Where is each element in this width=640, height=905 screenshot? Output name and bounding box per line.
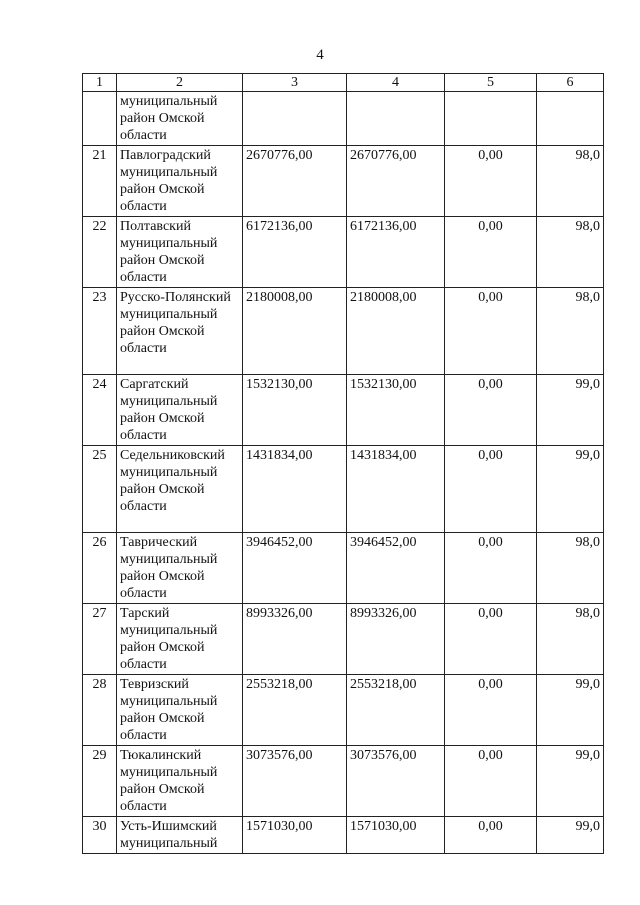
row-number: 28 <box>83 675 117 746</box>
table-header-row <box>83 74 604 92</box>
district-name: Саргатский муниципальный район Омской области <box>117 375 243 446</box>
value-col5: 0,00 <box>445 446 537 533</box>
value-col3: 3073576,00 <box>243 746 347 817</box>
value-col4: 1532130,00 <box>347 375 445 446</box>
column-header: 4 <box>347 74 445 92</box>
value-col3: 2553218,00 <box>243 675 347 746</box>
value-col3: 1571030,00 <box>243 817 347 854</box>
value-col4: 3073576,00 <box>347 746 445 817</box>
district-name: Усть-Ишимский муниципальный <box>117 817 243 854</box>
value-col4: 1571030,00 <box>347 817 445 854</box>
value-col6: 98,0 <box>537 604 604 675</box>
district-name: Павлоградский муниципальный район Омской области <box>117 146 243 217</box>
row-number: 22 <box>83 217 117 288</box>
value-col4: 1431834,00 <box>347 446 445 533</box>
value-col3: 2670776,00 <box>243 146 347 217</box>
column-header: 1 <box>83 74 117 92</box>
district-name: Тюкалинский муниципальный район Омской области <box>117 746 243 817</box>
row-number: 24 <box>83 375 117 446</box>
value-col5: 0,00 <box>445 375 537 446</box>
value-col4: 2180008,00 <box>347 288 445 375</box>
value-col4: 6172136,00 <box>347 217 445 288</box>
value-col5: 0,00 <box>445 288 537 375</box>
value-col5 <box>445 92 537 146</box>
table-row <box>83 533 604 604</box>
row-number: 26 <box>83 533 117 604</box>
value-col6: 98,0 <box>537 217 604 288</box>
page-number: 4 <box>316 47 324 63</box>
table-row <box>83 288 604 375</box>
column-header: 3 <box>243 74 347 92</box>
district-name: Таврический муниципальный район Омской области <box>117 533 243 604</box>
value-col5: 0,00 <box>445 217 537 288</box>
value-col3: 3946452,00 <box>243 533 347 604</box>
table-row <box>83 375 604 446</box>
value-col5: 0,00 <box>445 746 537 817</box>
table-row <box>83 675 604 746</box>
district-name: муниципальный район Омской области <box>117 92 243 146</box>
value-col4 <box>347 92 445 146</box>
row-number: 23 <box>83 288 117 375</box>
value-col5: 0,00 <box>445 604 537 675</box>
row-number: 27 <box>83 604 117 675</box>
table-row <box>83 446 604 533</box>
value-col3: 1431834,00 <box>243 446 347 533</box>
table-row <box>83 217 604 288</box>
value-col3: 8993326,00 <box>243 604 347 675</box>
table-row <box>83 817 604 854</box>
value-col4: 2670776,00 <box>347 146 445 217</box>
district-name: Седельниковский муниципальный район Омской области <box>117 446 243 533</box>
value-col4: 2553218,00 <box>347 675 445 746</box>
value-col5: 0,00 <box>445 146 537 217</box>
table-row <box>83 746 604 817</box>
value-col6: 98,0 <box>537 288 604 375</box>
value-col6: 99,0 <box>537 375 604 446</box>
value-col3 <box>243 92 347 146</box>
value-col6: 99,0 <box>537 817 604 854</box>
district-name: Русско-Полянский муниципальный район Омской области <box>117 288 243 375</box>
row-number: 30 <box>83 817 117 854</box>
column-header: 2 <box>117 74 243 92</box>
district-name: Тарский муниципальный район Омской области <box>117 604 243 675</box>
value-col6: 99,0 <box>537 746 604 817</box>
data-table <box>82 73 604 854</box>
value-col6 <box>537 92 604 146</box>
row-number <box>83 92 117 146</box>
value-col3: 6172136,00 <box>243 217 347 288</box>
value-col6: 99,0 <box>537 446 604 533</box>
value-col6: 98,0 <box>537 533 604 604</box>
row-number: 29 <box>83 746 117 817</box>
value-col5: 0,00 <box>445 533 537 604</box>
district-name: Полтавский муниципальный район Омской области <box>117 217 243 288</box>
table-row <box>83 604 604 675</box>
value-col5: 0,00 <box>445 675 537 746</box>
value-col4: 8993326,00 <box>347 604 445 675</box>
value-col5: 0,00 <box>445 817 537 854</box>
column-header: 6 <box>537 74 604 92</box>
value-col6: 98,0 <box>537 146 604 217</box>
value-col4: 3946452,00 <box>347 533 445 604</box>
value-col3: 1532130,00 <box>243 375 347 446</box>
value-col3: 2180008,00 <box>243 288 347 375</box>
table-row <box>83 146 604 217</box>
table-row <box>83 92 604 146</box>
value-col6: 99,0 <box>537 675 604 746</box>
column-header: 5 <box>445 74 537 92</box>
row-number: 25 <box>83 446 117 533</box>
district-name: Тевризский муниципальный район Омской области <box>117 675 243 746</box>
row-number: 21 <box>83 146 117 217</box>
